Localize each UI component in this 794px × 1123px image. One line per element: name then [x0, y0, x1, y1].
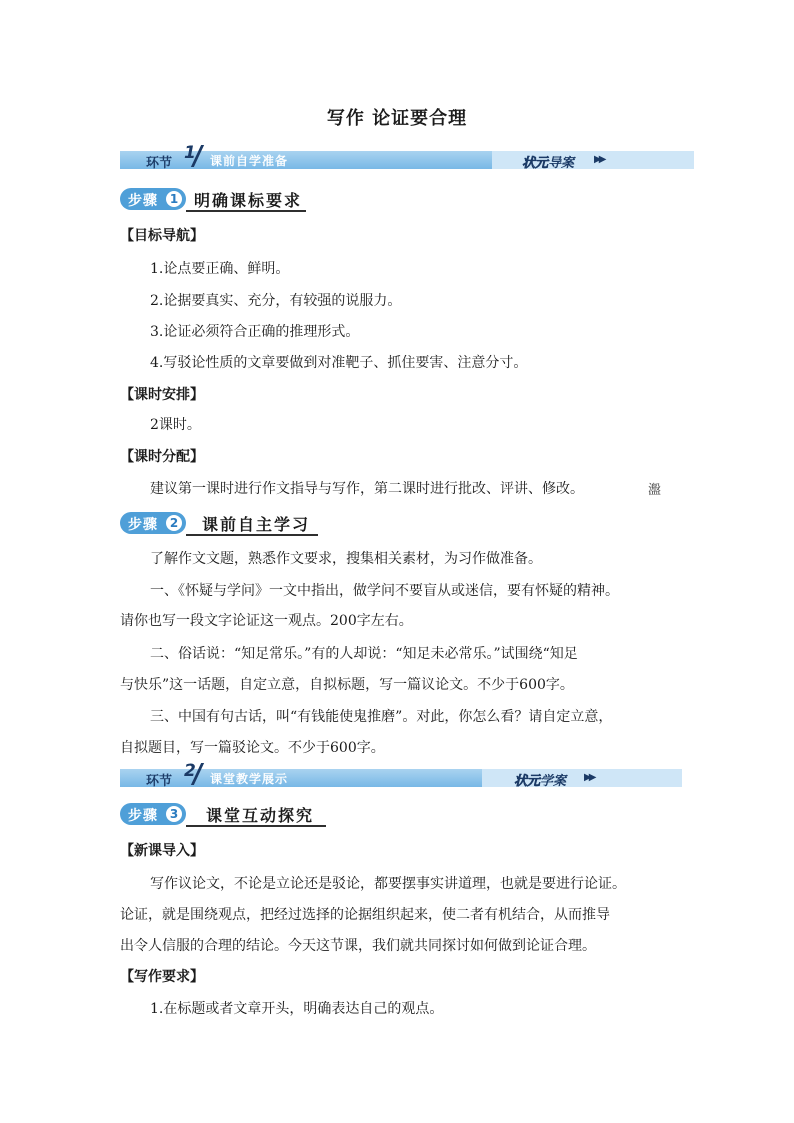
intro-line-3: 出令人信服的合理的结论。今天这节课，我们就共同探讨如何做到论证合理。 — [120, 938, 596, 954]
allocation-text: 建议第一课时进行作文指导与写作，第二课时进行批改、评讲、修改。 — [150, 481, 584, 497]
watermark-icon: 瀊 — [648, 483, 662, 498]
section-band-2 — [120, 761, 682, 789]
double-arrow-icon: ▶▶ — [584, 772, 594, 783]
band-huanjie-label: 环节 — [146, 156, 173, 171]
question-1-line-2: 请你也写一段文字论证这一观点。200字左右。 — [120, 613, 413, 629]
band-number: 2 — [184, 761, 196, 781]
step-badge: 步骤 1 — [120, 188, 186, 210]
goal-item: 1.论点要正确、鲜明。 — [150, 261, 290, 277]
question-3-line-2: 自拟题目，写一篇驳论文。不少于600字。 — [120, 740, 385, 756]
requirement-item: 1.在标题或者文章开头，明确表达自己的观点。 — [150, 1001, 444, 1017]
band-huanjie-label: 环节 — [146, 774, 173, 789]
intro-heading: 【新课导入】 — [120, 843, 204, 859]
intro-line-2: 论证，就是围绕观点，把经过选择的论据组织起来，使二者有机结合，从而推导 — [120, 907, 610, 923]
goal-item: 2.论据要真实、充分，有较强的说服力。 — [150, 293, 402, 309]
step-title: 课堂互动探究 — [206, 806, 315, 825]
goals-heading: 【目标导航】 — [120, 228, 204, 244]
double-arrow-icon: ▶▶ — [594, 154, 604, 165]
step-badge: 步骤 2 — [120, 512, 186, 534]
intro-line-1: 写作议论文，不论是立论还是驳论，都要摆事实讲道理，也就是要进行论证。 — [150, 876, 626, 892]
band-right-tag: 状元导案 — [522, 156, 575, 171]
requirements-heading: 【写作要求】 — [120, 969, 204, 985]
band-label: 课堂教学展示 — [210, 772, 289, 786]
question-3-line-1: 三、中国有句古话，叫“有钱能使鬼推磨”。对此，你怎么看？请自定立意， — [150, 709, 613, 725]
goal-item: 4.写驳论性质的文章要做到对准靶子、抓住要害、注意分寸。 — [150, 355, 528, 371]
question-1-line-1: 一、《怀疑与学问》一文中指出，做学问不要盲从或迷信，要有怀疑的精神。 — [150, 583, 619, 599]
step-title: 明确课标要求 — [194, 191, 303, 210]
schedule-heading: 【课时安排】 — [120, 387, 204, 403]
band-number: 1 — [184, 143, 196, 163]
section-band-1 — [120, 143, 694, 171]
band-label: 课前自学准备 — [210, 154, 289, 168]
question-2-line-1: 二、俗话说：“知足常乐。”有的人却说：“知足未必常乐。”试围绕“知足 — [150, 646, 578, 662]
step-badge: 步骤 3 — [120, 803, 186, 825]
allocation-heading: 【课时分配】 — [120, 449, 204, 465]
schedule-text: 2课时。 — [150, 417, 201, 433]
question-2-line-2: 与快乐”这一话题，自定立意，自拟标题，写一篇议论文。不少于600字。 — [120, 677, 574, 693]
band-right-tag: 状元学案 — [514, 774, 567, 789]
self-study-intro: 了解作文文题，熟悉作文要求，搜集相关素材，为习作做准备。 — [150, 551, 542, 567]
step-title: 课前自主学习 — [202, 515, 311, 534]
page-title: 写作 论证要合理 — [326, 108, 468, 129]
goal-item: 3.论证必须符合正确的推理形式。 — [150, 324, 360, 340]
